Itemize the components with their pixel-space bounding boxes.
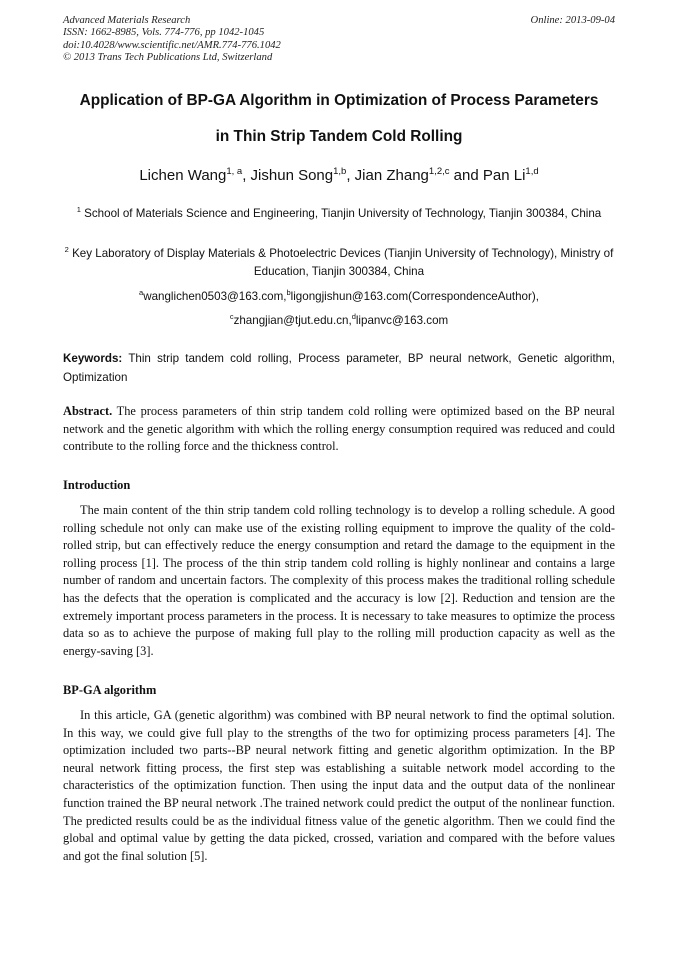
journal-copyright: © 2013 Trans Tech Publications Ltd, Switzerland bbox=[63, 52, 273, 64]
email-line-1 bbox=[63, 288, 615, 306]
email-address[interactable]: lipanvc@163.com bbox=[355, 314, 449, 327]
bpga-heading: BP-GA algorithm bbox=[63, 683, 157, 697]
email-marker: b bbox=[286, 288, 291, 297]
author-separator: , bbox=[346, 167, 355, 184]
paper-title-line1: Application of BP-GA Algorithm in Optimization of Process Parameters bbox=[79, 92, 599, 109]
journal-name: Advanced Materials Research bbox=[63, 15, 191, 26]
email-line-2 bbox=[63, 312, 615, 330]
abstract-block bbox=[63, 403, 615, 456]
author-affiliation-marker: 1,d bbox=[525, 166, 539, 177]
journal-issn: ISSN: 1662-8985, Vols. 774-776, pp 1042-1045 bbox=[63, 27, 265, 39]
author-separator: and bbox=[449, 167, 483, 184]
journal-doi[interactable]: doi:10.4028/www.scientific.net/AMR.774-776.1042 bbox=[63, 39, 281, 51]
journal-header bbox=[63, 15, 281, 65]
email-marker: a bbox=[139, 288, 144, 297]
abstract-label: Abstract. bbox=[63, 404, 113, 418]
abstract-text: The process parameters of thin strip tandem cold rolling were optimized based on the BP neural network and the genetic algorithm with which the rolling energy consumption required was reduced and could contribute to the rolling force and the thickness control. bbox=[63, 404, 615, 454]
author-list bbox=[40, 167, 638, 184]
affiliation-text: Key Laboratory of Display Materials & Photoelectric Devices (Tianjin University of Technology), Ministry of Education, Tianjin 300384, China bbox=[72, 247, 614, 278]
keywords-text: Thin strip tandem cold rolling, Process parameter, BP neural network, Genetic algorithm, Optimization bbox=[63, 352, 615, 384]
affiliation-number: 2 bbox=[64, 245, 69, 254]
paper-title-line2: in Thin Strip Tandem Cold Rolling bbox=[215, 128, 463, 145]
affiliation-number: 1 bbox=[76, 205, 81, 214]
author-name: Jian Zhang bbox=[354, 167, 429, 184]
email-address[interactable]: wanglichen0503@163.com, bbox=[143, 290, 287, 303]
keywords-block bbox=[63, 349, 615, 387]
author-name: Lichen Wang bbox=[139, 167, 227, 184]
introduction-paragraph: The main content of the thin strip tandem cold rolling technology is to develop a rolling schedule. A good rolling schedule not only can make use of the existing rolling equipment to improve the quality of the cold-rolled strip, but can effectively reduce the energy consumption and retard the damage to the equipment in the rolling process [1]. The process of the thin strip tandem cold rolling is highly nonlinear and contains a large number of random and uncertain factors. The complexity of this process makes the traditional rolling schedule has the defects that the operation is complicated and the accuracy is low [2]. Reduction and tension are the extremely important process parameters in the process. It is necessary to take measures to optimize the process data so as to achieve the purpose of making full play to the rolling mill production capacity as well as the energy-saving [3]. bbox=[63, 503, 615, 658]
affiliation-text: School of Materials Science and Engineering, Tianjin University of Technology, Tianjin 300384, China bbox=[84, 207, 602, 220]
author-name: Jishun Song bbox=[250, 167, 334, 184]
email-marker: c bbox=[229, 312, 234, 321]
affiliation-2 bbox=[63, 245, 615, 281]
online-date: Online: 2013-09-04 bbox=[530, 15, 615, 26]
email-marker: d bbox=[351, 312, 356, 321]
affiliation-1 bbox=[63, 205, 615, 223]
author-affiliation-marker: 1, a bbox=[226, 166, 243, 177]
author-affiliation-marker: 1,2,c bbox=[428, 166, 450, 177]
email-address[interactable]: ligongjishun@163.com(CorrespondenceAuthor), bbox=[290, 290, 539, 303]
email-address[interactable]: zhangjian@tjut.edu.cn, bbox=[233, 314, 352, 327]
author-separator: , bbox=[242, 167, 251, 184]
author-name: Pan Li bbox=[482, 167, 526, 184]
author-affiliation-marker: 1,b bbox=[333, 166, 347, 177]
bpga-paragraph: In this article, GA (genetic algorithm) was combined with BP neural network to find the optimal solution. In this way, we could give full play to the strengths of the two for optimizing process parameters [4]. The optimization included two parts--BP neural network fitting and genetic algorithm optimization. In the BP neural network fitting process, the first step was establishing a suitable network model according to the characteristics of the optimization function. Then using the input data and the output data of the nonlinear function trained the BP neural network .The trained network could predict the output of the nonlinear function. The predicted results could be as the individual fitness value of the genetic algorithm. Then we could find the global and optimal value by getting the data picked, crossed, variation and compared with the before values and got the final solution [5]. bbox=[63, 708, 615, 863]
keywords-label: Keywords: bbox=[63, 352, 123, 365]
introduction-heading: Introduction bbox=[63, 478, 131, 492]
